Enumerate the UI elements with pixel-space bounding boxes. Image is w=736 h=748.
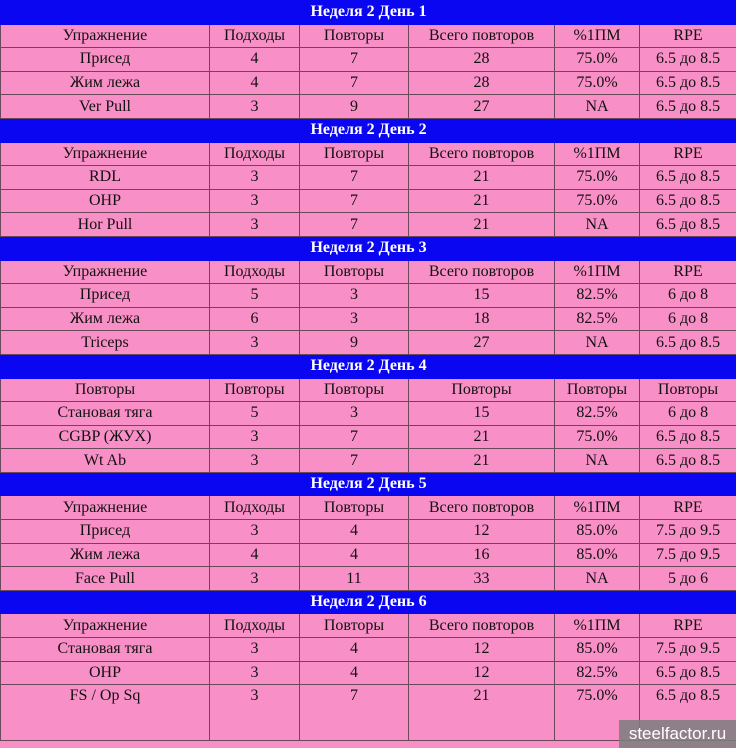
value-cell: 27 (409, 331, 555, 355)
value-cell: 85.0% (555, 638, 640, 662)
exercise-name-cell: Жим лежа (1, 307, 210, 331)
column-header: RPE (640, 260, 736, 284)
column-header: Повторы (300, 496, 409, 520)
value-cell: 3 (300, 284, 409, 308)
exercise-row (1, 543, 736, 567)
value-cell: 7 (300, 425, 409, 449)
day-title: Неделя 2 День 5 (1, 472, 736, 496)
exercise-name-cell: Присед (1, 284, 210, 308)
value-cell: 75.0% (555, 48, 640, 72)
exercise-name-cell: Становая тяга (1, 402, 210, 426)
value-cell: 3 (210, 425, 300, 449)
exercise-name-cell: Жим лежа (1, 543, 210, 567)
value-cell: 3 (210, 189, 300, 213)
value-cell: 7 (300, 48, 409, 72)
value-cell: 5 (210, 284, 300, 308)
value-cell: 21 (409, 685, 555, 741)
value-cell: 9 (300, 331, 409, 355)
value-cell: 7 (300, 71, 409, 95)
value-cell: 75.0% (555, 166, 640, 190)
value-cell: 4 (210, 48, 300, 72)
exercise-name-cell: Становая тяга (1, 638, 210, 662)
value-cell: 7 (300, 189, 409, 213)
exercise-name-cell: FS / Op Sq (1, 685, 210, 741)
exercise-row (1, 331, 736, 355)
column-header: %1ПМ (555, 614, 640, 638)
value-cell: 3 (210, 685, 300, 741)
column-header: Повторы (300, 614, 409, 638)
column-header: Всего повторов (409, 142, 555, 166)
day-title: Неделя 2 День 4 (1, 354, 736, 378)
training-table-body (1, 1, 736, 741)
day-title-row (1, 354, 736, 378)
value-cell: 7 (300, 685, 409, 741)
exercise-row (1, 189, 736, 213)
exercise-name-cell: CGBP (ЖУХ) (1, 425, 210, 449)
column-header: RPE (640, 496, 736, 520)
value-cell: 6.5 до 8.5 (640, 213, 736, 237)
value-cell: 82.5% (555, 661, 640, 685)
value-cell: 12 (409, 661, 555, 685)
watermark: steelfactor.ru (619, 720, 736, 748)
column-header: %1ПМ (555, 496, 640, 520)
value-cell: 9 (300, 95, 409, 119)
exercise-name-cell: Triceps (1, 331, 210, 355)
value-cell: 7 (300, 213, 409, 237)
column-header: RPE (640, 142, 736, 166)
value-cell: 4 (300, 661, 409, 685)
value-cell: 6 до 8 (640, 307, 736, 331)
value-cell: 6.5 до 8.5 (640, 95, 736, 119)
value-cell: NA (555, 95, 640, 119)
value-cell: 6.5 до 8.5 (640, 661, 736, 685)
exercise-row (1, 284, 736, 308)
column-header: %1ПМ (555, 260, 640, 284)
value-cell: 3 (210, 166, 300, 190)
value-cell: 7 (300, 166, 409, 190)
column-header: Повторы (1, 378, 210, 402)
column-header: Подходы (210, 142, 300, 166)
exercise-row (1, 213, 736, 237)
value-cell: 3 (210, 95, 300, 119)
value-cell: 3 (210, 567, 300, 591)
value-cell: 6.5 до 8.5 (640, 48, 736, 72)
day-title: Неделя 2 День 2 (1, 118, 736, 142)
exercise-row (1, 95, 736, 119)
value-cell: 27 (409, 95, 555, 119)
column-header-row (1, 496, 736, 520)
column-header: Подходы (210, 260, 300, 284)
column-header-row (1, 614, 736, 638)
exercise-row (1, 425, 736, 449)
value-cell: NA (555, 213, 640, 237)
exercise-name-cell: Присед (1, 48, 210, 72)
column-header: Подходы (210, 24, 300, 48)
column-header: Упражнение (1, 142, 210, 166)
column-header: Всего повторов (409, 24, 555, 48)
exercise-row (1, 166, 736, 190)
value-cell: NA (555, 449, 640, 473)
column-header: %1ПМ (555, 24, 640, 48)
value-cell: 7.5 до 9.5 (640, 520, 736, 544)
column-header-row (1, 24, 736, 48)
value-cell: 6.5 до 8.5 (640, 189, 736, 213)
value-cell: 7.5 до 9.5 (640, 638, 736, 662)
value-cell: 3 (300, 402, 409, 426)
value-cell: 18 (409, 307, 555, 331)
value-cell: 15 (409, 284, 555, 308)
value-cell: 6.5 до 8.5 (640, 685, 736, 741)
value-cell: 4 (300, 520, 409, 544)
day-title-row (1, 590, 736, 614)
value-cell: 3 (210, 661, 300, 685)
value-cell: 75.0% (555, 425, 640, 449)
value-cell: 3 (210, 638, 300, 662)
column-header: Подходы (210, 614, 300, 638)
value-cell: 82.5% (555, 402, 640, 426)
value-cell: 6.5 до 8.5 (640, 449, 736, 473)
column-header: Повторы (555, 378, 640, 402)
exercise-row (1, 661, 736, 685)
value-cell: 82.5% (555, 284, 640, 308)
column-header: Повторы (640, 378, 736, 402)
value-cell: 16 (409, 543, 555, 567)
column-header: Упражнение (1, 260, 210, 284)
value-cell: 7 (300, 449, 409, 473)
day-title: Неделя 2 День 6 (1, 590, 736, 614)
exercise-name-cell: Присед (1, 520, 210, 544)
value-cell: 6.5 до 8.5 (640, 425, 736, 449)
exercise-row (1, 71, 736, 95)
exercise-row (1, 402, 736, 426)
exercise-name-cell: Жим лежа (1, 71, 210, 95)
value-cell: 85.0% (555, 520, 640, 544)
value-cell: 11 (300, 567, 409, 591)
value-cell: 5 до 6 (640, 567, 736, 591)
value-cell: 82.5% (555, 307, 640, 331)
value-cell: 12 (409, 520, 555, 544)
value-cell: 75.0% (555, 189, 640, 213)
day-title: Неделя 2 День 1 (1, 1, 736, 25)
value-cell: 3 (210, 213, 300, 237)
exercise-name-cell: Wt Ab (1, 449, 210, 473)
column-header: Всего повторов (409, 496, 555, 520)
value-cell: 7.5 до 9.5 (640, 543, 736, 567)
exercise-name-cell: Ver Pull (1, 95, 210, 119)
value-cell: 6 до 8 (640, 284, 736, 308)
exercise-row (1, 48, 736, 72)
value-cell: 3 (300, 307, 409, 331)
exercise-row (1, 638, 736, 662)
value-cell: 6 до 8 (640, 402, 736, 426)
column-header: Повторы (409, 378, 555, 402)
value-cell: 21 (409, 166, 555, 190)
column-header: RPE (640, 24, 736, 48)
exercise-name-cell: Face Pull (1, 567, 210, 591)
value-cell: 75.0% (555, 71, 640, 95)
column-header: Повторы (300, 260, 409, 284)
exercise-name-cell: OHP (1, 661, 210, 685)
value-cell: 4 (300, 638, 409, 662)
column-header-row (1, 260, 736, 284)
value-cell: 28 (409, 71, 555, 95)
column-header: Всего повторов (409, 614, 555, 638)
value-cell: 21 (409, 189, 555, 213)
value-cell: 4 (300, 543, 409, 567)
column-header: Повторы (300, 378, 409, 402)
value-cell: 21 (409, 449, 555, 473)
value-cell: NA (555, 567, 640, 591)
value-cell: 5 (210, 402, 300, 426)
day-title-row (1, 236, 736, 260)
value-cell: 6 (210, 307, 300, 331)
exercise-row (1, 307, 736, 331)
value-cell: 15 (409, 402, 555, 426)
value-cell: 85.0% (555, 543, 640, 567)
column-header: Всего повторов (409, 260, 555, 284)
value-cell: 4 (210, 543, 300, 567)
column-header: RPE (640, 614, 736, 638)
value-cell: 21 (409, 213, 555, 237)
day-title-row (1, 118, 736, 142)
value-cell: 3 (210, 520, 300, 544)
value-cell: 6.5 до 8.5 (640, 71, 736, 95)
column-header: Повторы (210, 378, 300, 402)
value-cell: 21 (409, 425, 555, 449)
column-header: Упражнение (1, 496, 210, 520)
day-title-row (1, 1, 736, 25)
exercise-name-cell: RDL (1, 166, 210, 190)
value-cell: NA (555, 331, 640, 355)
value-cell: 33 (409, 567, 555, 591)
day-title: Неделя 2 День 3 (1, 236, 736, 260)
column-header: Повторы (300, 24, 409, 48)
column-header: Повторы (300, 142, 409, 166)
value-cell: 3 (210, 331, 300, 355)
value-cell: 3 (210, 449, 300, 473)
exercise-row (1, 567, 736, 591)
exercise-row (1, 449, 736, 473)
exercise-name-cell: Hor Pull (1, 213, 210, 237)
value-cell: 6.5 до 8.5 (640, 166, 736, 190)
exercise-row (1, 520, 736, 544)
column-header: Упражнение (1, 614, 210, 638)
column-header: Подходы (210, 496, 300, 520)
column-header: %1ПМ (555, 142, 640, 166)
value-cell: 4 (210, 71, 300, 95)
column-header: Упражнение (1, 24, 210, 48)
value-cell: 12 (409, 638, 555, 662)
value-cell: 6.5 до 8.5 (640, 331, 736, 355)
column-header-row (1, 378, 736, 402)
value-cell: 75.0% (555, 685, 640, 741)
value-cell: 28 (409, 48, 555, 72)
column-header-row (1, 142, 736, 166)
exercise-name-cell: OHP (1, 189, 210, 213)
day-title-row (1, 472, 736, 496)
